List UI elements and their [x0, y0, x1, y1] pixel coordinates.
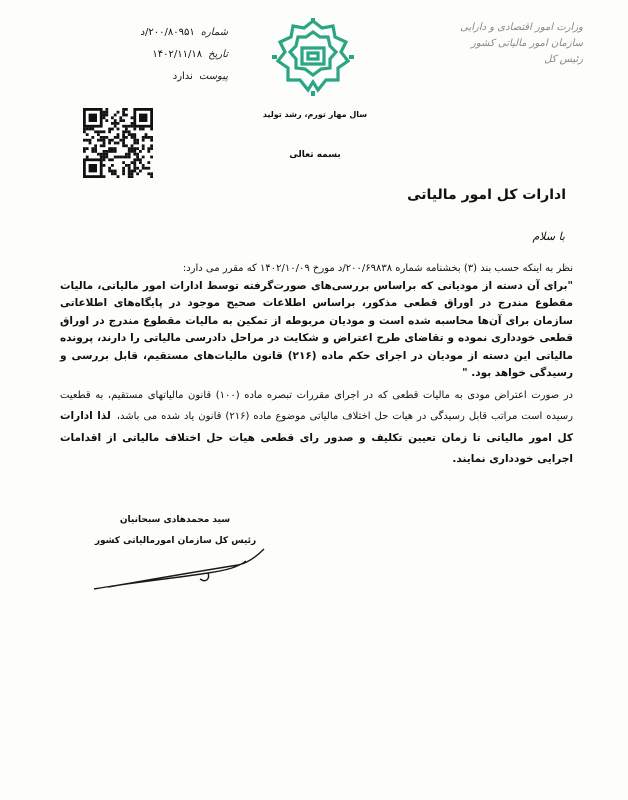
body-paragraph: نظر به اینکه حسب بند (۳) بخشنامه شماره ۲۰۰/۶۹۸۳۸/د مورخ ۱۴۰۲/۱۰/۰۹ که مقرر می دارد:	[182, 263, 573, 274]
letter-number: ۲۰۰/۸۰۹۵۱/د	[140, 27, 195, 38]
letter-meta	[78, 22, 228, 88]
ministry-line: وزارت امور اقتصادی و دارایی	[460, 22, 583, 33]
handwritten-signature	[88, 543, 298, 595]
date-label: تاریخ	[208, 49, 228, 60]
signatory-name: سید محمدهادی سبحانیان	[119, 515, 231, 525]
attachment-label: پیوست	[198, 71, 228, 82]
letter-date: ۱۴۰۲/۱۱/۱۸	[152, 49, 203, 60]
qr-code	[83, 108, 153, 178]
letter-body	[60, 260, 573, 469]
greeting: با سلام	[532, 230, 565, 243]
attachment-row	[78, 66, 228, 88]
signature-block	[88, 515, 298, 595]
recipient: ادارات کل امور مالیاتی	[407, 187, 566, 203]
ministry-line: سازمان امور مالیاتی کشور	[471, 38, 583, 49]
body-paragraph-directive: لذا ادارات کل امور مالیاتی تا زمان تعیین تکلیف و صدور رای قطعی هیات حل اختلاف مالیاتی از اقدامات اجرایی خودداری نمایند.	[60, 410, 573, 465]
attachment-value: ندارد	[172, 71, 193, 82]
ministry-line: رئیس کل	[544, 54, 583, 65]
ministry-heading	[418, 20, 583, 68]
basmala: بسمه تعالی	[289, 150, 341, 160]
letter-date-row	[78, 44, 228, 66]
letter-number-row	[78, 22, 228, 44]
number-label: شماره	[200, 27, 228, 38]
year-motto: سال مهار تورم، رشد تولید	[262, 110, 368, 119]
tax-organization-logo	[272, 18, 354, 96]
signatory-title: رئیس کل سازمان امورمالیاتی کشور	[94, 536, 257, 546]
body-paragraph: در صورت اعتراض مودی به مالیات قطعی که در اجرای مقررات تبصره ماده (۱۰۰) قانون مالیاتهای مستقیم، به قطعیت رسیده است مراتب قابل رسیدگی در هیات حل اختلاف مالیاتی موضوع ماده (۲۱۶) قانون یاد شده می باشد،	[60, 389, 573, 422]
body-paragraph-quote: "برای آن دسته از مودیانی که براساس بررسی‌های صورت‌گرفته توسط ادارات امور مالیاتی، مالیات مقطوع مندرج در اوراق قطعی مذکور، براساس اطلاعات صحیح موجود در پایگاه‌های اطلاعاتی سازمان برای آن‌ها محاسبه شده است و مودیان مربوطه از تمکین به مالیات مقطوع مندرج در اوراق قطعی خودداری نموده و تقاضای طرح اعتراض و شکایت در مراحل دادرسی مالیاتی را دارند، پرونده مالیاتی این دسته از مودیان در اجرای حکم ماده (۲۱۶) قانون مالیات‌های مستقیم، قابل بررسی و رسیدگی خواهد بود. "	[60, 279, 574, 379]
